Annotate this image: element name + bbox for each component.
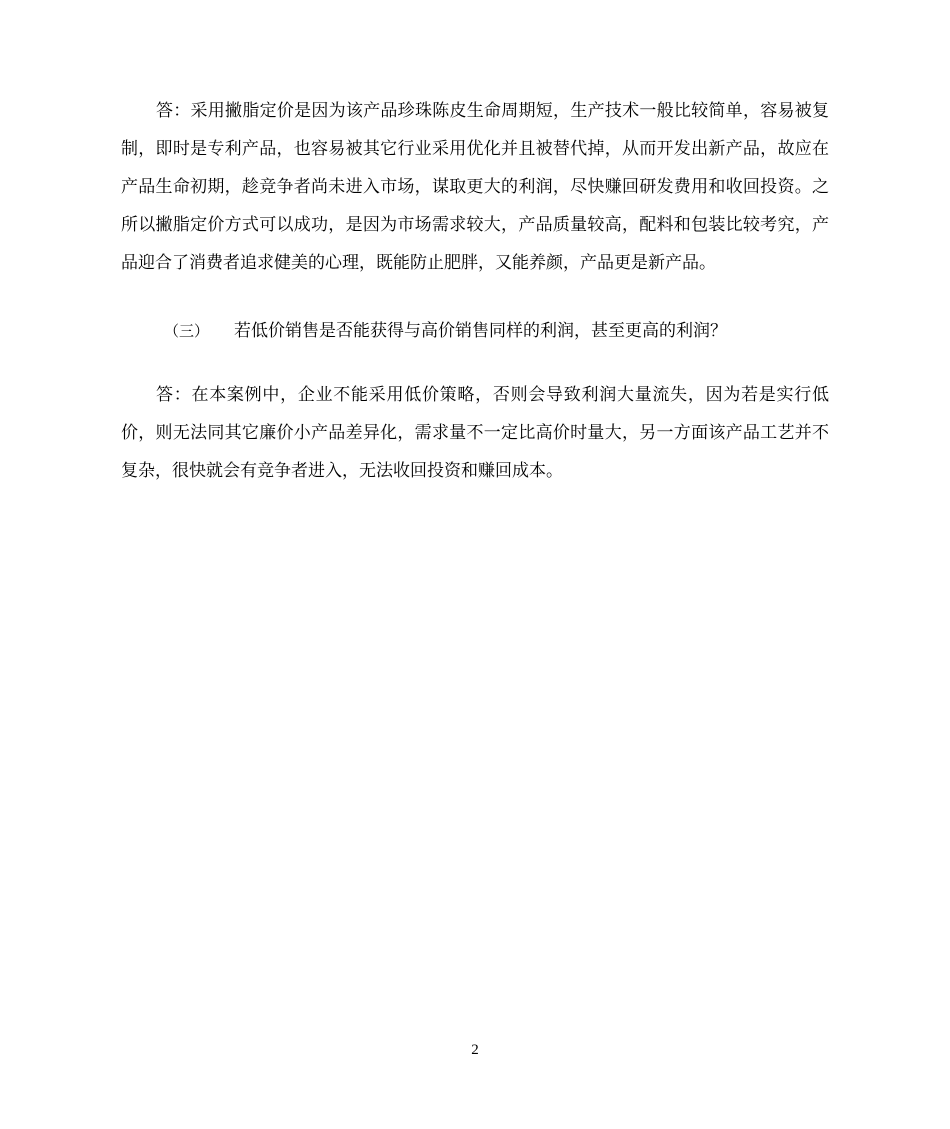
question-number: （三） <box>164 322 210 340</box>
document-body <box>121 92 829 490</box>
question-heading <box>121 312 829 350</box>
answer-paragraph-1: 答：采用撇脂定价是因为该产品珍珠陈皮生命周期短，生产技术一般比较简单，容易被复制，即时是专利产品，也容易被其它行业采用优化并且被替代掉，从而开发出新产品，故应在产品生命初期，趁竞争者尚未进入市场，谋取更大的利润，尽快赚回研发费用和收回投资。之所以撇脂定价方式可以成功，是因为市场需求较大，产品质量较高，配料和包装比较考究，产品迎合了消费者追求健美的心理，既能防止肥胖，又能养颜，产品更是新产品。 <box>121 101 829 273</box>
page-number: 2 <box>471 1042 479 1058</box>
answer-paragraph-2: 答：在本案例中，企业不能采用低价策略，否则会导致利润大量流失，因为若是实行低价，则无法同其它廉价小产品差异化，需求量不一定比高价时量大，另一方面该产品工艺并不复杂，很快就会有竞争者进入，无法收回投资和赚回成本。 <box>121 385 829 481</box>
question-text: 若低价销售是否能获得与高价销售同样的利润，甚至更高的利润？ <box>234 321 727 341</box>
